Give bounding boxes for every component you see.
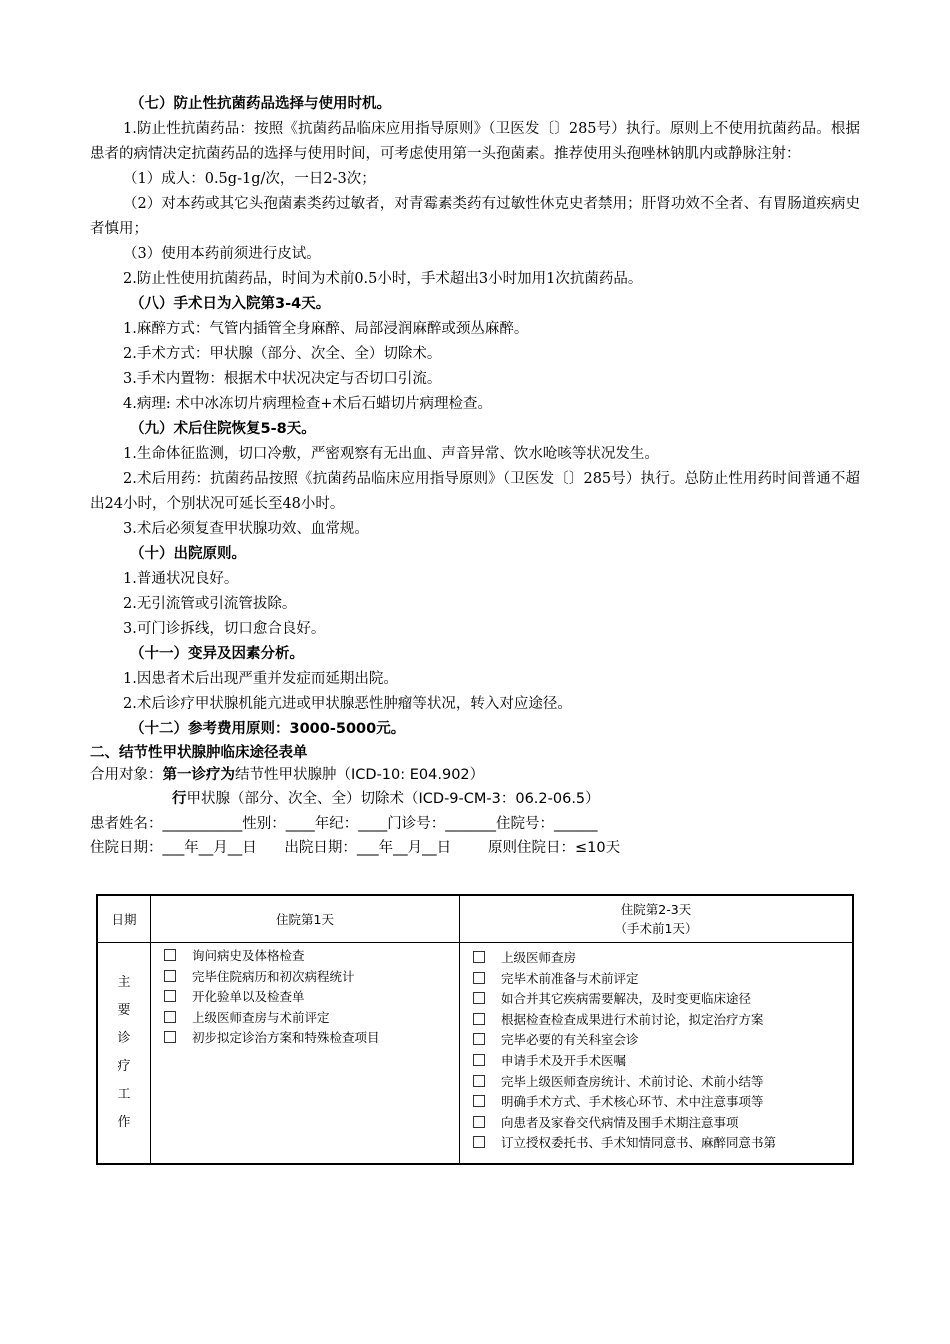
header-day-1: 住院第1天 (151, 896, 460, 943)
document-body (90, 92, 860, 860)
day-1-tasks (151, 943, 460, 1164)
section-8-line-3: 3.手术内置物：根据术中状况决定与否切口引流。 (123, 371, 442, 387)
table-row-main-work (98, 943, 853, 1164)
list-item[interactable]: 开化验单以及检查单 (164, 987, 458, 1008)
list-item[interactable]: 上级医师查房与术前评定 (164, 1008, 458, 1029)
patient-info-line: 患者姓名：___________性别：____年纪：____门诊号：_______住院号：______ (90, 816, 598, 832)
checkbox-icon[interactable] (473, 951, 485, 963)
section-7-para-1: 1.防止性抗菌药品：按照《抗菌药品临床应用指导原则》（卫医发〔〕285号）执行。原则上不使用抗菌药品。根据患者的病情决定抗菌药品的选择与使用时间，可考虑使用第一头孢菌素。推荐使用头孢唑林钠肌内或静脉注射： (90, 121, 860, 162)
checkbox-icon[interactable] (473, 1116, 485, 1128)
admission-date-line: 住院日期：___年__月__日 出院日期：___年__月__日 原则住院日：≤10天 (90, 840, 621, 856)
section-9-line-3: 3.术后必须复查甲状腺功效、血常规。 (123, 521, 369, 537)
operation-line: 行甲状腺（部分、次全、全）切除术（ICD-9-CM-3：06.2-06.5） (172, 791, 600, 807)
checkbox-icon[interactable] (164, 1011, 176, 1023)
checkbox-icon[interactable] (473, 1136, 485, 1148)
checkbox-icon[interactable] (164, 949, 176, 961)
list-item[interactable]: 完毕住院病历和初次病程统计 (164, 967, 458, 988)
header-day-2-3: 住院第2-3天 （手术前1天） (460, 896, 853, 943)
day-2-3-tasks (460, 943, 853, 1164)
list-item[interactable]: 完毕术前准备与术前评定 (473, 969, 851, 990)
list-item[interactable]: 询问病史及体格检查 (164, 946, 458, 967)
checkbox-icon[interactable] (473, 992, 485, 1004)
section-8-line-1: 1.麻醉方式：气管内插管全身麻醉、局部浸润麻醉或颈丛麻醉。 (123, 321, 529, 337)
checkbox-icon[interactable] (473, 1054, 485, 1066)
list-item[interactable]: 明确手术方式、手术核心环节、术中注意事项等 (473, 1092, 851, 1113)
section-12-title: （十二）参考费用原则：3000-5000元。 (130, 721, 406, 737)
header-date: 日期 (98, 896, 151, 943)
checkbox-icon[interactable] (164, 990, 176, 1002)
table-header-row (98, 896, 853, 943)
applies-to-line: 合用对象：第一诊疗为结节性甲状腺肿（ICD-10: E04.902） (90, 767, 485, 783)
clinical-pathway-table (97, 895, 853, 1164)
checkbox-icon[interactable] (473, 1075, 485, 1087)
section-10-line-1: 1.普通状况良好。 (123, 571, 239, 587)
list-item[interactable]: 初步拟定诊治方案和特殊检查项目 (164, 1028, 458, 1049)
checkbox-icon[interactable] (473, 972, 485, 984)
row-label-main-work: 主 要 诊 疗 工 作 (98, 943, 151, 1164)
section-7-para-2: 2.防止性使用抗菌药品，时间为术前0.5小时，手术超出3小时加用1次抗菌药品。 (123, 271, 643, 287)
section-11-line-1: 1.因患者术后出现严重并发症而延期出院。 (123, 671, 398, 687)
section-7-title: （七）防止性抗菌药品选择与使用时机。 (130, 96, 391, 112)
checkbox-icon[interactable] (164, 1031, 176, 1043)
section-7-item-3: （3）使用本药前须进行皮试。 (123, 246, 321, 262)
section-10-title: （十）出院原则。 (130, 546, 246, 562)
section-11-line-2: 2.术后诊疗甲状腺机能亢进或甲状腺恶性肿瘤等状况，转入对应途径。 (123, 696, 572, 712)
list-item[interactable]: 如合并其它疾病需要解决，及时变更临床途径 (473, 989, 851, 1010)
section-7-item-2: （2）对本药或其它头孢菌素类药过敏者，对青霉素类药有过敏性休克史者禁用；肝肾功效不全者、有胃肠道疾病史者慎用； (90, 196, 860, 237)
section-10-line-3: 3.可门诊拆线，切口愈合良好。 (123, 621, 326, 637)
section-7-item-1: （1）成人：0.5g-1g/次，一日2-3次； (123, 171, 376, 187)
section-9-title: （九）术后住院恢复5-8天。 (130, 421, 316, 437)
section-10-line-2: 2.无引流管或引流管拔除。 (123, 596, 297, 612)
section-8-line-2: 2.手术方式：甲状腺（部分、次全、全）切除术。 (123, 346, 442, 362)
list-item[interactable]: 完毕上级医师查房统计、术前讨论、术前小结等 (473, 1072, 851, 1093)
list-item[interactable]: 完毕必要的有关科室会诊 (473, 1030, 851, 1051)
section-11-title: （十一）变异及因素分析。 (130, 646, 304, 662)
section-9-line-2: 2.术后用药：抗菌药品按照《抗菌药品临床应用指导原则》（卫医发〔〕285号）执行。总防止性用药时间普通不超出24小时，个别状况可延长至48小时。 (90, 471, 860, 512)
checkbox-icon[interactable] (473, 1033, 485, 1045)
list-item[interactable]: 上级医师查房 (473, 948, 851, 969)
section-8-title: （八）手术日为入院第3-4天。 (130, 296, 331, 312)
list-item[interactable]: 向患者及家眷交代病情及围手术期注意事项 (473, 1113, 851, 1134)
section-9-line-1: 1.生命体征监测，切口冷敷，严密观察有无出血、声音异常、饮水呛咳等状况发生。 (123, 446, 659, 462)
checkbox-icon[interactable] (473, 1013, 485, 1025)
list-item[interactable]: 申请手术及开手术医嘱 (473, 1051, 851, 1072)
form-title: 二、结节性甲状腺肿临床途径表单 (90, 745, 308, 761)
list-item[interactable]: 订立授权委托书、手术知情同意书、麻醉同意书第 (473, 1133, 851, 1154)
section-8-line-4: 4.病理: 术中冰冻切片病理检查+术后石蜡切片病理检查。 (123, 396, 492, 412)
checkbox-icon[interactable] (473, 1095, 485, 1107)
list-item[interactable]: 根据检查检查成果进行术前讨论，拟定治疗方案 (473, 1010, 851, 1031)
checkbox-icon[interactable] (164, 970, 176, 982)
